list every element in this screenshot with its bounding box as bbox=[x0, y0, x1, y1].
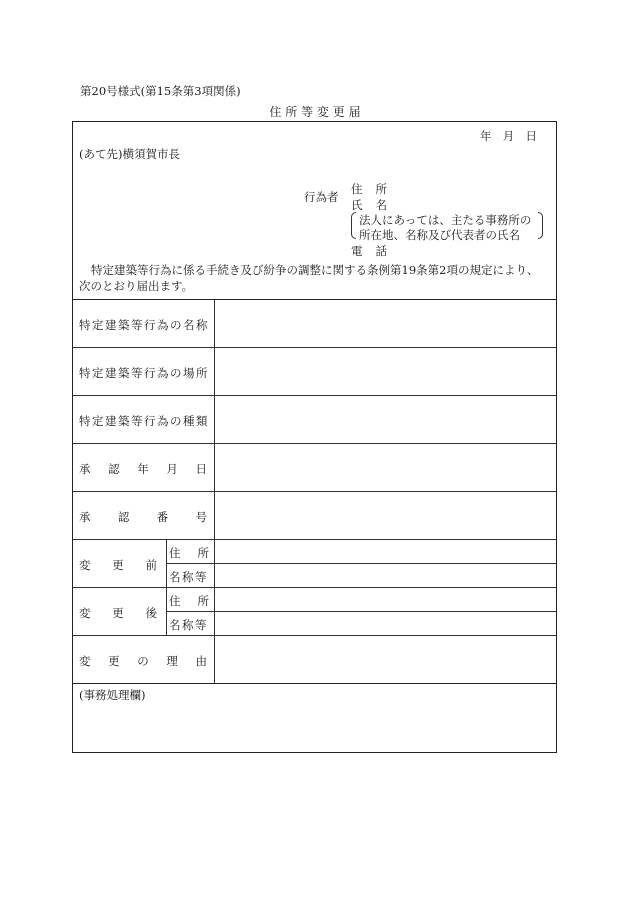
label-char: 日 bbox=[195, 462, 207, 476]
label-char: 住 bbox=[169, 594, 181, 608]
corporate-note-line1: 法人にあっては、主たる事務所の bbox=[359, 213, 532, 227]
phone-label-char: 話 bbox=[375, 244, 387, 258]
label-char: 所 bbox=[197, 546, 209, 560]
after-address-field[interactable] bbox=[215, 588, 555, 611]
project-type-label: 特定建築等行為の種類 bbox=[79, 414, 209, 428]
title-char: 住 bbox=[269, 105, 282, 119]
after-address-label bbox=[169, 593, 209, 609]
label-char: 認 bbox=[108, 462, 120, 476]
label-char: 番 bbox=[156, 510, 169, 524]
label-char: の bbox=[137, 654, 149, 668]
label-char: 理 bbox=[166, 654, 178, 668]
before-address-label bbox=[169, 545, 209, 561]
before-address-field[interactable] bbox=[215, 540, 555, 563]
title-char: 届 bbox=[348, 105, 361, 119]
name-label bbox=[351, 197, 387, 213]
office-use-label: (事務処理欄) bbox=[79, 688, 146, 702]
label-char: 住 bbox=[169, 546, 181, 560]
actor-label: 行為者 bbox=[304, 190, 339, 204]
change-reason-field[interactable] bbox=[215, 636, 555, 683]
project-type-field[interactable] bbox=[215, 396, 555, 443]
name-label-char: 名 bbox=[375, 198, 387, 212]
address-label-char: 所 bbox=[375, 182, 387, 196]
after-name-label: 名称等 bbox=[169, 618, 208, 632]
phone-label-char: 電 bbox=[351, 244, 363, 258]
label-char: 前 bbox=[145, 558, 157, 572]
note-bracket-right bbox=[538, 212, 543, 239]
project-place-label: 特定建築等行為の場所 bbox=[79, 366, 209, 380]
date-month-label: 月 bbox=[502, 129, 515, 143]
before-name-field[interactable] bbox=[215, 564, 555, 587]
date-field[interactable] bbox=[480, 128, 537, 144]
title-char: 変 bbox=[316, 105, 329, 119]
statement-line2: 次のとおり届出ます。 bbox=[79, 279, 194, 293]
address-label-char: 住 bbox=[351, 182, 363, 196]
before-change-label bbox=[79, 557, 157, 573]
approval-number-field[interactable] bbox=[215, 492, 555, 539]
approval-date-field[interactable] bbox=[215, 444, 555, 491]
name-label-char: 氏 bbox=[351, 198, 363, 212]
column-divider bbox=[166, 539, 167, 635]
label-char: 号 bbox=[195, 510, 207, 524]
approval-number-label bbox=[79, 509, 207, 525]
corporate-note-line2: 所在地、名称及び代表者の氏名 bbox=[359, 228, 520, 242]
addressee: (あて先)横須賀市長 bbox=[79, 147, 180, 161]
label-char: 変 bbox=[79, 654, 91, 668]
form-number: 第20号様式(第15条第3項関係) bbox=[80, 84, 241, 98]
before-name-label: 名称等 bbox=[169, 570, 208, 584]
date-day-label: 日 bbox=[525, 129, 537, 143]
form-title bbox=[0, 103, 630, 120]
label-char: 所 bbox=[197, 594, 209, 608]
change-reason-label bbox=[79, 653, 207, 669]
title-char: 所 bbox=[285, 105, 298, 119]
approval-date-label bbox=[79, 461, 207, 477]
label-char: 更 bbox=[112, 558, 124, 572]
project-place-field[interactable] bbox=[215, 348, 555, 395]
after-change-label bbox=[79, 605, 157, 621]
address-label bbox=[351, 181, 387, 197]
statement-line1: 特定建築等行為に係る手続き及び紛争の調整に関する条例第19条第2項の規定により、 bbox=[91, 263, 539, 277]
label-char: 後 bbox=[145, 606, 157, 620]
label-char: 変 bbox=[79, 606, 91, 620]
title-char: 更 bbox=[332, 105, 345, 119]
phone-label bbox=[351, 243, 387, 259]
title-char: 等 bbox=[301, 105, 314, 119]
label-char: 年 bbox=[137, 462, 149, 476]
label-char: 更 bbox=[112, 606, 124, 620]
label-char: 更 bbox=[108, 654, 120, 668]
after-name-field[interactable] bbox=[215, 612, 555, 635]
date-year-label: 年 bbox=[480, 129, 492, 143]
project-name-field[interactable] bbox=[215, 300, 555, 347]
label-char: 月 bbox=[166, 462, 178, 476]
label-char: 認 bbox=[117, 510, 130, 524]
label-char: 変 bbox=[79, 558, 91, 572]
note-bracket-left bbox=[351, 212, 356, 239]
project-name-label: 特定建築等行為の名称 bbox=[79, 318, 209, 332]
label-char: 承 bbox=[79, 462, 91, 476]
label-char: 承 bbox=[79, 510, 91, 524]
label-char: 由 bbox=[195, 654, 207, 668]
